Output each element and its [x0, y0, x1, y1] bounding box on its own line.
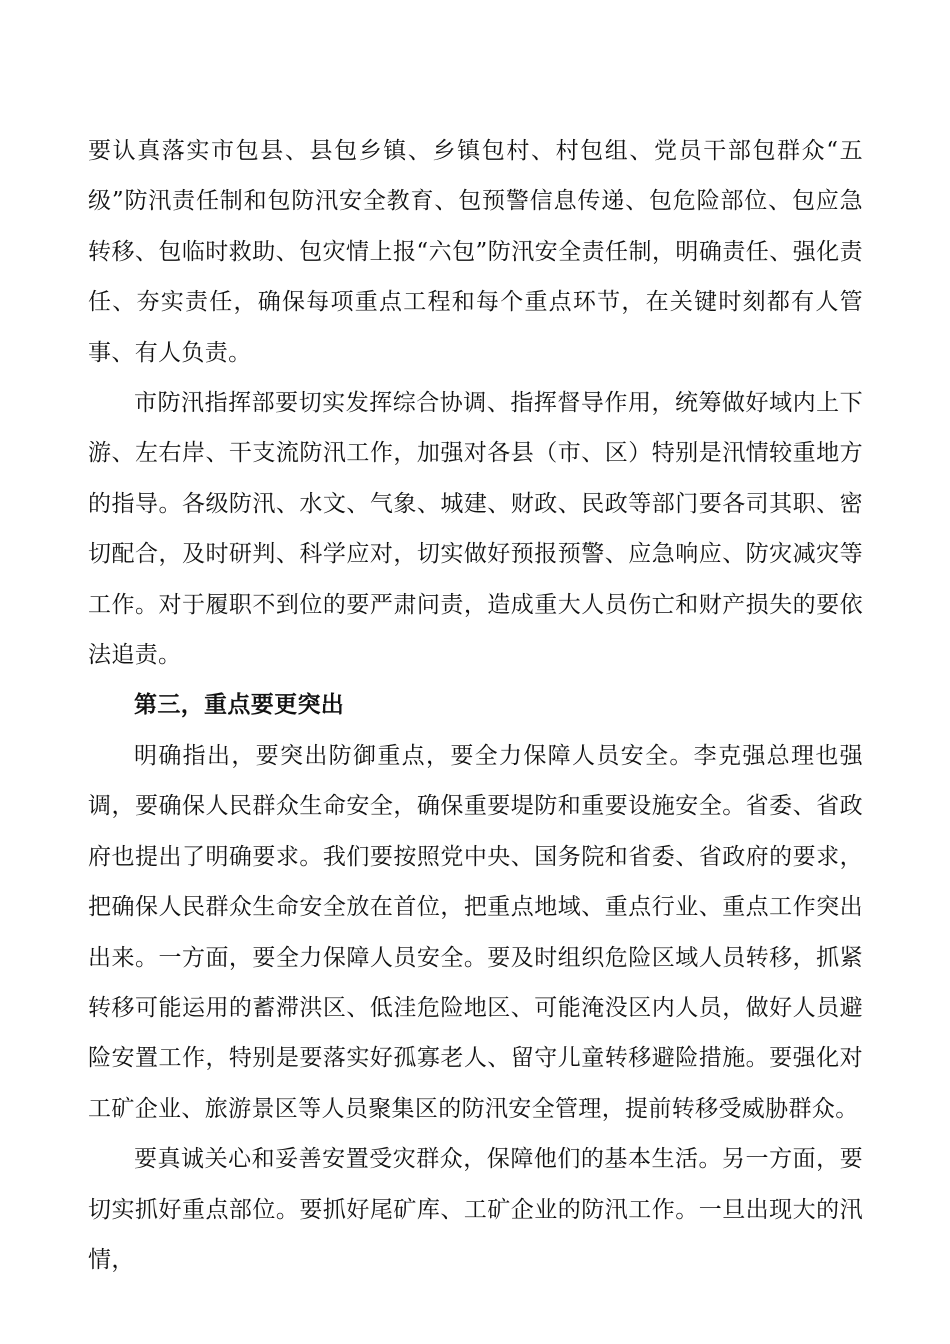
document-page — [88, 126, 863, 1285]
paragraph-relief-placement: 要真诚关心和妥善安置受灾群众，保障他们的基本生活。另一方面，要切实抓好重点部位。要抓好尾矿库、工矿企业的防汛工作。一旦出现大的汛情， — [88, 1146, 863, 1273]
section-heading-third: 第三，重点要更突出 — [134, 692, 345, 719]
paragraph-responsibility-system: 要认真落实市包县、县包乡镇、乡镇包村、村包组、党员干部包群众“五级”防汛责任制和包防汛安全教育、包预警信息传递、包危险部位、包应急转移、包临时救助、包灾情上报“六包”防汛安全责任制，明确责任、强化责任、夯实责任，确保每项重点工程和每个重点环节，在关键时刻都有人管事、有人负责。 — [88, 138, 863, 366]
paragraph-key-priorities: 明确指出，要突出防御重点，要全力保障人员安全。李克强总理也强调，要确保人民群众生命安全，确保重要堤防和重要设施安全。省委、省政府也提出了明确要求。我们要按照党中央、国务院和省委、省政府的要求，把确保人民群众生命安全放在首位，把重点地域、重点行业、重点工作突出出来。一方面，要全力保障人员安全。要及时组织危险区域人员转移，抓紧转移可能运用的蓄滞洪区、低洼危险地区、可能淹没区内人员，做好人员避险安置工作，特别是要落实好孤寡老人、留守儿童转移避险措施。要强化对工矿企业、旅游景区等人员聚集区的防汛安全管理，提前转移受威胁群众。 — [88, 742, 863, 1122]
paragraph-command-coordination: 市防汛指挥部要切实发挥综合协调、指挥督导作用，统筹做好域内上下游、左右岸、干支流防汛工作，加强对各县（市、区）特别是汛情较重地方的指导。各级防汛、水文、气象、城建、财政、民政等部门要各司其职、密切配合，及时研判、科学应对，切实做好预报预警、应急响应、防灾减灾等工作。对于履职不到位的要严肃问责，造成重大人员伤亡和财产损失的要依法追责。 — [88, 390, 863, 669]
